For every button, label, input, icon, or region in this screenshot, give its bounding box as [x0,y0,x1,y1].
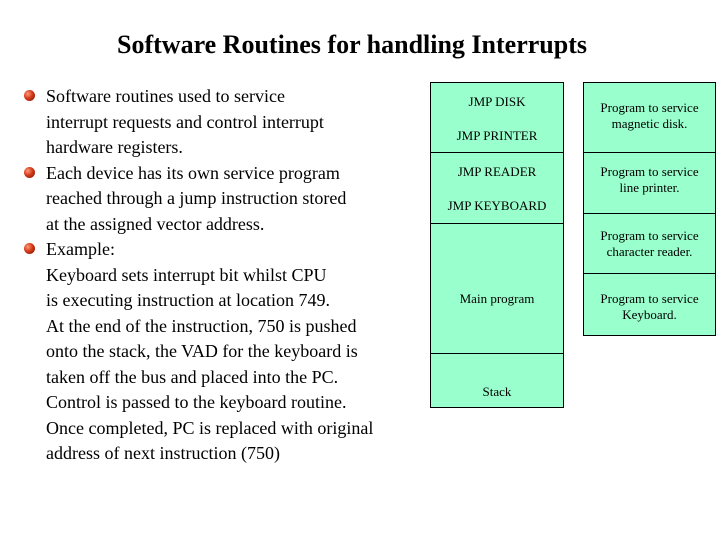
service-line: Keyboard. [622,307,677,322]
memory-map [430,82,564,408]
service-line: Program to service [600,228,699,243]
service-printer [584,164,715,196]
bullet-icon [24,90,35,101]
service-keyboard [584,291,715,323]
bullet-icon [24,167,35,178]
service-line: Program to service [600,164,699,179]
service-line: magnetic disk. [611,116,688,131]
bullet-line: address of next instruction (750) [46,443,280,463]
bullet-line: is executing instruction at location 749. [46,290,330,310]
bullet-line: onto the stack, the VAD for the keyboard is [46,341,358,361]
service-disk [584,100,715,132]
service-line: Program to service [600,100,699,115]
vector-entry-keyboard: JMP KEYBOARD [447,198,547,213]
bullet-line: hardware registers. [46,137,183,157]
vector-entry-printer: JMP PRINTER [456,128,538,143]
main-program-label: Main program [459,291,535,306]
service-line: line printer. [619,180,680,195]
service-routines-box [583,82,716,336]
bullet-line: at the assigned vector address. [46,213,265,234]
bullet-line: taken off the bus and placed into the PC. [46,366,339,387]
bullet-item [24,161,424,238]
vector-entry-disk: JMP DISK [468,94,526,109]
bullet-icon [24,243,35,254]
bullet-line: Once completed, PC is replaced with original [46,417,374,438]
stack-label: Stack [482,384,512,399]
bullet-line: Control is passed to the keyboard routine. [46,392,347,412]
bullet-item [24,237,424,467]
memory-divider [431,152,563,153]
service-divider [584,213,715,214]
service-divider [584,273,715,274]
bullet-item [24,84,424,161]
vector-entry-reader: JMP READER [457,164,537,179]
bullet-line: At the end of the instruction, 750 is pushed [46,315,357,336]
bullet-list [24,84,424,467]
bullet-line: interrupt requests and control interrupt [46,111,324,132]
bullet-line: Software routines used to service [46,86,285,106]
bullet-line: reached through a jump instruction stored [46,188,347,208]
service-line: character reader. [606,244,693,259]
memory-divider [431,353,563,354]
slide-title: Software Routines for handling Interrupts [117,30,587,59]
bullet-line: Each device has its own service program [46,162,340,183]
bullet-line: Example: [46,239,115,259]
memory-divider [431,223,563,224]
bullet-line: Keyboard sets interrupt bit whilst CPU [46,264,327,285]
service-reader [584,228,715,260]
service-divider [584,152,715,153]
service-line: Program to service [600,291,699,306]
